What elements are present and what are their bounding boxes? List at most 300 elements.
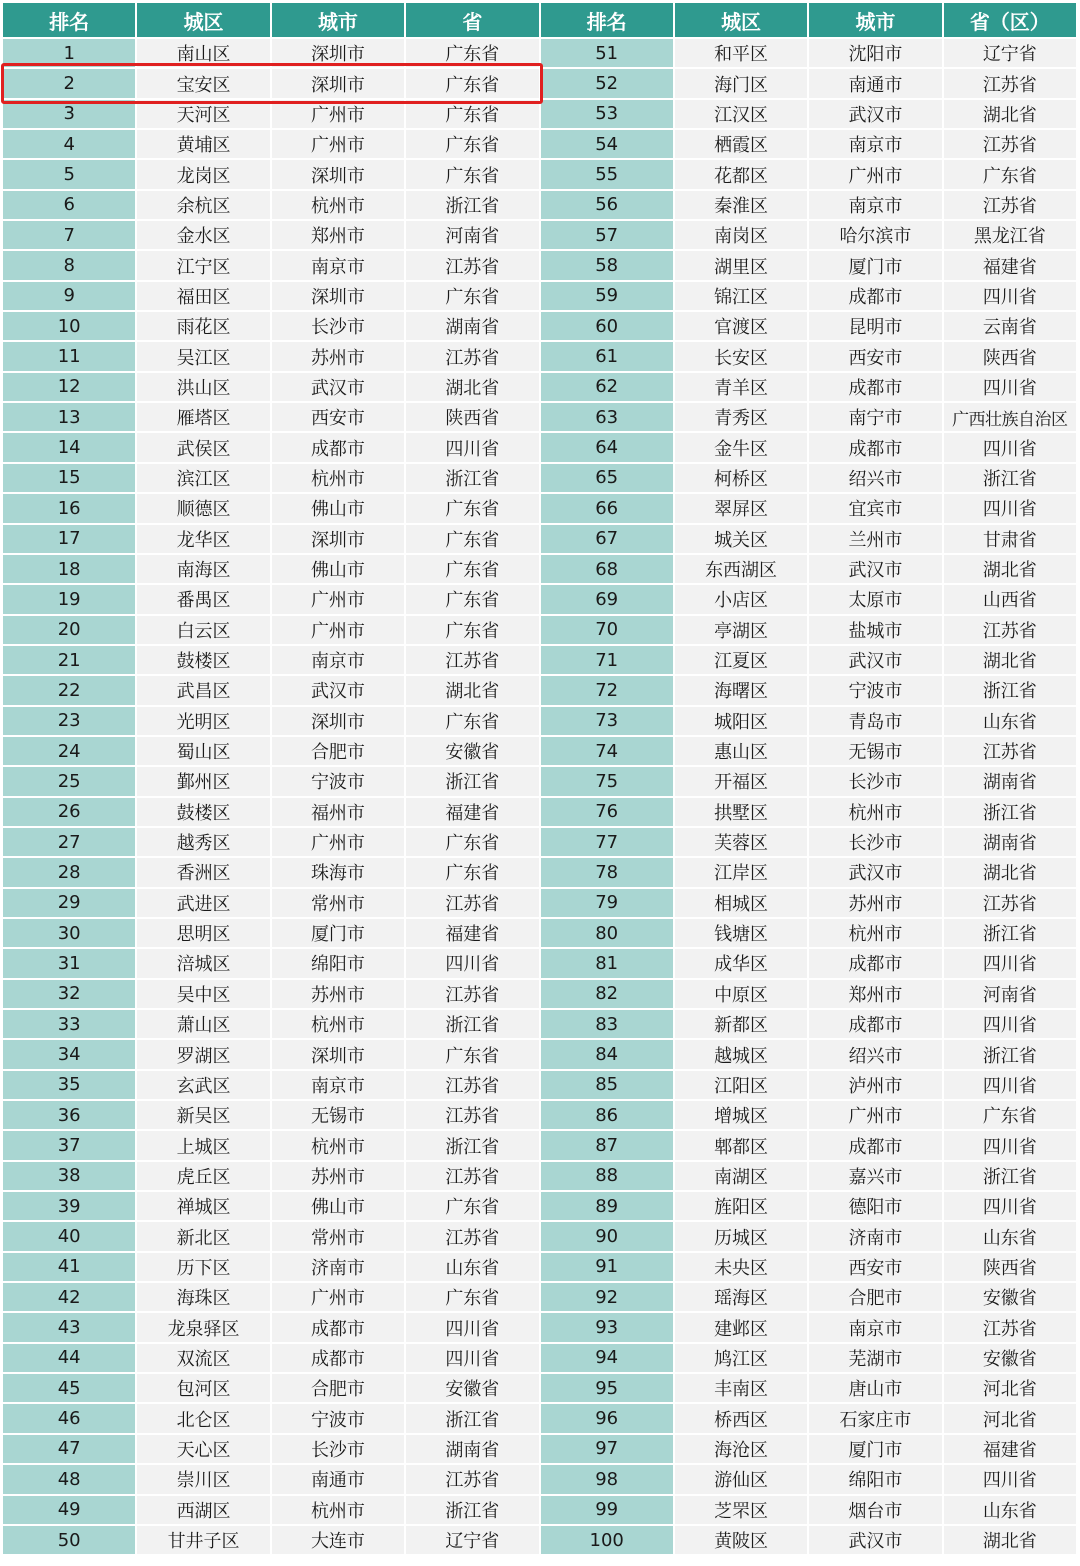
table-row (3, 980, 1076, 1008)
cell-rank-right: 69 (541, 585, 673, 613)
cell-district-left: 武侯区 (137, 433, 269, 461)
table-row (3, 1222, 1076, 1250)
cell-district-right: 花都区 (675, 160, 807, 188)
cell-rank-right: 57 (541, 221, 673, 249)
table-row (3, 646, 1076, 674)
cell-province-right: 陕西省 (944, 1253, 1076, 1281)
cell-province-left: 四川省 (406, 433, 538, 461)
cell-district-right: 海曙区 (675, 676, 807, 704)
cell-city-right: 苏州市 (809, 889, 941, 917)
cell-city-right: 绍兴市 (809, 464, 941, 492)
cell-city-right: 绵阳市 (809, 1465, 941, 1493)
cell-district-left: 金水区 (137, 221, 269, 249)
cell-district-left: 光明区 (137, 707, 269, 735)
cell-city-left: 深圳市 (272, 525, 404, 553)
cell-province-right: 湖北省 (944, 646, 1076, 674)
table-row (3, 707, 1076, 735)
cell-district-left: 雁塔区 (137, 403, 269, 431)
cell-province-right: 江苏省 (944, 889, 1076, 917)
cell-rank-left: 31 (3, 949, 135, 977)
cell-province-left: 广东省 (406, 39, 538, 67)
cell-district-right: 增城区 (675, 1101, 807, 1129)
cell-city-right: 盐城市 (809, 616, 941, 644)
table-row (3, 1071, 1076, 1099)
table-row (3, 1465, 1076, 1493)
cell-province-right: 浙江省 (944, 1040, 1076, 1068)
cell-district-left: 鄞州区 (137, 767, 269, 795)
cell-district-right: 成华区 (675, 949, 807, 977)
cell-district-left: 思明区 (137, 919, 269, 947)
cell-district-right: 拱墅区 (675, 798, 807, 826)
cell-province-left: 江苏省 (406, 889, 538, 917)
cell-city-left: 杭州市 (272, 1010, 404, 1038)
cell-province-right: 四川省 (944, 1131, 1076, 1159)
cell-district-right: 青秀区 (675, 403, 807, 431)
cell-city-left: 武汉市 (272, 676, 404, 704)
table-row (3, 312, 1076, 340)
cell-province-left: 浙江省 (406, 191, 538, 219)
cell-rank-left: 37 (3, 1131, 135, 1159)
cell-rank-right: 97 (541, 1435, 673, 1463)
header-row (3, 3, 1076, 37)
cell-city-right: 西安市 (809, 1253, 941, 1281)
cell-district-left: 龙华区 (137, 525, 269, 553)
cell-district-right: 金牛区 (675, 433, 807, 461)
cell-city-right: 成都市 (809, 1010, 941, 1038)
cell-rank-left: 6 (3, 191, 135, 219)
cell-rank-left: 22 (3, 676, 135, 704)
cell-city-right: 无锡市 (809, 737, 941, 765)
cell-province-left: 广东省 (406, 160, 538, 188)
cell-rank-right: 74 (541, 737, 673, 765)
cell-rank-left: 26 (3, 798, 135, 826)
cell-city-right: 武汉市 (809, 858, 941, 886)
cell-city-left: 武汉市 (272, 373, 404, 401)
cell-district-right: 郫都区 (675, 1131, 807, 1159)
cell-province-right: 四川省 (944, 373, 1076, 401)
cell-district-left: 番禺区 (137, 585, 269, 613)
cell-city-right: 广州市 (809, 1101, 941, 1129)
cell-city-right: 南宁市 (809, 403, 941, 431)
cell-rank-left: 34 (3, 1040, 135, 1068)
cell-district-right: 新都区 (675, 1010, 807, 1038)
cell-city-left: 广州市 (272, 100, 404, 128)
cell-rank-right: 93 (541, 1313, 673, 1341)
cell-rank-left: 43 (3, 1313, 135, 1341)
table-row (3, 1283, 1076, 1311)
cell-district-left: 北仑区 (137, 1404, 269, 1432)
cell-rank-left: 10 (3, 312, 135, 340)
cell-district-right: 长安区 (675, 342, 807, 370)
cell-province-left: 江苏省 (406, 251, 538, 279)
cell-rank-right: 60 (541, 312, 673, 340)
cell-province-left: 福建省 (406, 919, 538, 947)
cell-province-left: 福建省 (406, 798, 538, 826)
table-row (3, 373, 1076, 401)
cell-rank-left: 32 (3, 980, 135, 1008)
table-row (3, 251, 1076, 279)
cell-city-left: 广州市 (272, 616, 404, 644)
table-row (3, 525, 1076, 553)
ranking-table (1, 1, 1078, 1556)
cell-rank-left: 7 (3, 221, 135, 249)
cell-province-left: 广东省 (406, 69, 538, 97)
cell-rank-left: 42 (3, 1283, 135, 1311)
cell-rank-left: 28 (3, 858, 135, 886)
cell-province-right: 山东省 (944, 1496, 1076, 1524)
cell-rank-left: 29 (3, 889, 135, 917)
table-row (3, 1192, 1076, 1220)
cell-province-right: 江苏省 (944, 616, 1076, 644)
cell-rank-left: 38 (3, 1162, 135, 1190)
cell-rank-right: 61 (541, 342, 673, 370)
cell-province-right: 河北省 (944, 1374, 1076, 1402)
cell-province-left: 陕西省 (406, 403, 538, 431)
cell-city-right: 石家庄市 (809, 1404, 941, 1432)
cell-rank-right: 91 (541, 1253, 673, 1281)
cell-province-right: 湖北省 (944, 1526, 1076, 1554)
cell-rank-left: 11 (3, 342, 135, 370)
cell-rank-right: 96 (541, 1404, 673, 1432)
cell-rank-right: 89 (541, 1192, 673, 1220)
cell-province-right: 四川省 (944, 494, 1076, 522)
cell-city-left: 无锡市 (272, 1101, 404, 1129)
cell-city-left: 深圳市 (272, 160, 404, 188)
cell-province-right: 江苏省 (944, 191, 1076, 219)
cell-city-right: 成都市 (809, 373, 941, 401)
cell-city-right: 杭州市 (809, 798, 941, 826)
cell-rank-right: 78 (541, 858, 673, 886)
cell-district-left: 江宁区 (137, 251, 269, 279)
cell-province-right: 河北省 (944, 1404, 1076, 1432)
cell-rank-right: 72 (541, 676, 673, 704)
cell-city-right: 烟台市 (809, 1496, 941, 1524)
cell-rank-right: 71 (541, 646, 673, 674)
cell-rank-right: 92 (541, 1283, 673, 1311)
cell-city-right: 嘉兴市 (809, 1162, 941, 1190)
cell-rank-right: 83 (541, 1010, 673, 1038)
cell-rank-left: 3 (3, 100, 135, 128)
cell-province-left: 浙江省 (406, 1404, 538, 1432)
cell-rank-right: 85 (541, 1071, 673, 1099)
cell-province-left: 湖北省 (406, 373, 538, 401)
cell-rank-right: 73 (541, 707, 673, 735)
cell-province-left: 广东省 (406, 1040, 538, 1068)
cell-rank-left: 12 (3, 373, 135, 401)
cell-city-left: 宁波市 (272, 767, 404, 795)
cell-rank-left: 44 (3, 1344, 135, 1372)
table-row (3, 676, 1076, 704)
table-row (3, 1404, 1076, 1432)
table-row (3, 433, 1076, 461)
cell-rank-right: 79 (541, 889, 673, 917)
cell-province-left: 江苏省 (406, 1071, 538, 1099)
table-row (3, 949, 1076, 977)
cell-district-right: 亭湖区 (675, 616, 807, 644)
cell-province-right: 广东省 (944, 1101, 1076, 1129)
cell-city-left: 常州市 (272, 889, 404, 917)
cell-city-right: 绍兴市 (809, 1040, 941, 1068)
table-row (3, 1313, 1076, 1341)
cell-district-left: 南海区 (137, 555, 269, 583)
cell-city-right: 南京市 (809, 191, 941, 219)
table-row (3, 828, 1076, 856)
table-row (3, 1101, 1076, 1129)
cell-district-left: 白云区 (137, 616, 269, 644)
cell-province-left: 四川省 (406, 1344, 538, 1372)
cell-city-right: 长沙市 (809, 828, 941, 856)
cell-city-left: 济南市 (272, 1253, 404, 1281)
cell-city-right: 济南市 (809, 1222, 941, 1250)
cell-province-left: 江苏省 (406, 646, 538, 674)
cell-province-right: 湖南省 (944, 767, 1076, 795)
cell-rank-left: 48 (3, 1465, 135, 1493)
cell-province-left: 浙江省 (406, 767, 538, 795)
cell-city-left: 广州市 (272, 1283, 404, 1311)
cell-rank-right: 52 (541, 69, 673, 97)
cell-district-right: 江汉区 (675, 100, 807, 128)
cell-district-left: 崇川区 (137, 1465, 269, 1493)
cell-province-right: 云南省 (944, 312, 1076, 340)
cell-province-left: 浙江省 (406, 464, 538, 492)
cell-city-right: 成都市 (809, 282, 941, 310)
cell-rank-left: 2 (3, 69, 135, 97)
cell-rank-right: 66 (541, 494, 673, 522)
cell-rank-right: 98 (541, 1465, 673, 1493)
cell-city-left: 南京市 (272, 646, 404, 674)
cell-city-right: 南京市 (809, 1313, 941, 1341)
cell-province-left: 广东省 (406, 1283, 538, 1311)
cell-city-left: 苏州市 (272, 980, 404, 1008)
cell-rank-left: 39 (3, 1192, 135, 1220)
cell-district-right: 青羊区 (675, 373, 807, 401)
cell-district-left: 滨江区 (137, 464, 269, 492)
cell-city-left: 成都市 (272, 1313, 404, 1341)
cell-province-left: 辽宁省 (406, 1526, 538, 1554)
cell-district-left: 南山区 (137, 39, 269, 67)
cell-province-right: 浙江省 (944, 919, 1076, 947)
cell-rank-left: 1 (3, 39, 135, 67)
cell-rank-left: 47 (3, 1435, 135, 1463)
cell-province-left: 江苏省 (406, 1101, 538, 1129)
cell-province-left: 湖北省 (406, 676, 538, 704)
cell-district-left: 武昌区 (137, 676, 269, 704)
cell-district-left: 天河区 (137, 100, 269, 128)
cell-rank-right: 80 (541, 919, 673, 947)
cell-rank-right: 75 (541, 767, 673, 795)
table-row (3, 1496, 1076, 1524)
cell-district-left: 涪城区 (137, 949, 269, 977)
table-row (3, 494, 1076, 522)
cell-district-right: 和平区 (675, 39, 807, 67)
cell-city-left: 广州市 (272, 130, 404, 158)
header-city-right: 城市 (809, 3, 941, 37)
cell-city-left: 佛山市 (272, 1192, 404, 1220)
header-district-right: 城区 (675, 3, 807, 37)
cell-city-right: 西安市 (809, 342, 941, 370)
cell-city-right: 武汉市 (809, 555, 941, 583)
table-row (3, 616, 1076, 644)
cell-city-left: 广州市 (272, 828, 404, 856)
cell-province-left: 广东省 (406, 525, 538, 553)
cell-rank-right: 64 (541, 433, 673, 461)
cell-province-left: 广东省 (406, 707, 538, 735)
cell-province-right: 江苏省 (944, 130, 1076, 158)
cell-rank-left: 25 (3, 767, 135, 795)
cell-rank-right: 56 (541, 191, 673, 219)
table-row (3, 403, 1076, 431)
table-row (3, 555, 1076, 583)
cell-city-right: 芜湖市 (809, 1344, 941, 1372)
cell-rank-right: 63 (541, 403, 673, 431)
table-row (3, 1040, 1076, 1068)
cell-district-left: 上城区 (137, 1131, 269, 1159)
cell-district-right: 翠屏区 (675, 494, 807, 522)
cell-district-left: 玄武区 (137, 1071, 269, 1099)
table-row (3, 798, 1076, 826)
cell-district-left: 历下区 (137, 1253, 269, 1281)
cell-district-right: 江岸区 (675, 858, 807, 886)
cell-province-right: 福建省 (944, 251, 1076, 279)
cell-rank-left: 30 (3, 919, 135, 947)
cell-rank-right: 99 (541, 1496, 673, 1524)
cell-rank-left: 36 (3, 1101, 135, 1129)
cell-city-left: 南通市 (272, 1465, 404, 1493)
cell-district-left: 香洲区 (137, 858, 269, 886)
cell-district-right: 湖里区 (675, 251, 807, 279)
table-row (3, 221, 1076, 249)
table-row (3, 1344, 1076, 1372)
cell-district-right: 栖霞区 (675, 130, 807, 158)
cell-province-left: 浙江省 (406, 1496, 538, 1524)
cell-province-right: 辽宁省 (944, 39, 1076, 67)
cell-city-left: 福州市 (272, 798, 404, 826)
cell-province-left: 江苏省 (406, 1162, 538, 1190)
cell-rank-right: 84 (541, 1040, 673, 1068)
cell-city-right: 青岛市 (809, 707, 941, 735)
cell-rank-right: 87 (541, 1131, 673, 1159)
cell-province-right: 江苏省 (944, 69, 1076, 97)
cell-rank-left: 16 (3, 494, 135, 522)
cell-district-left: 包河区 (137, 1374, 269, 1402)
cell-district-left: 鼓楼区 (137, 646, 269, 674)
cell-city-left: 佛山市 (272, 555, 404, 583)
cell-province-right: 浙江省 (944, 1162, 1076, 1190)
cell-district-left: 顺德区 (137, 494, 269, 522)
table-row (3, 1374, 1076, 1402)
cell-rank-left: 21 (3, 646, 135, 674)
cell-city-left: 广州市 (272, 585, 404, 613)
cell-rank-left: 15 (3, 464, 135, 492)
table-row (3, 69, 1076, 97)
cell-district-left: 甘井子区 (137, 1526, 269, 1554)
table-row (3, 282, 1076, 310)
cell-province-right: 福建省 (944, 1435, 1076, 1463)
cell-district-right: 中原区 (675, 980, 807, 1008)
cell-city-left: 杭州市 (272, 1131, 404, 1159)
cell-district-right: 丰南区 (675, 1374, 807, 1402)
cell-city-left: 南京市 (272, 1071, 404, 1099)
cell-rank-left: 50 (3, 1526, 135, 1554)
cell-rank-right: 68 (541, 555, 673, 583)
cell-province-right: 江苏省 (944, 737, 1076, 765)
table-row (3, 1010, 1076, 1038)
cell-rank-right: 54 (541, 130, 673, 158)
cell-district-right: 芝罘区 (675, 1496, 807, 1524)
cell-province-left: 安徽省 (406, 1374, 538, 1402)
cell-city-left: 深圳市 (272, 282, 404, 310)
cell-district-left: 龙泉驿区 (137, 1313, 269, 1341)
cell-district-left: 洪山区 (137, 373, 269, 401)
cell-rank-left: 45 (3, 1374, 135, 1402)
cell-rank-left: 41 (3, 1253, 135, 1281)
cell-city-left: 厦门市 (272, 919, 404, 947)
cell-city-right: 广州市 (809, 160, 941, 188)
cell-province-left: 河南省 (406, 221, 538, 249)
cell-city-left: 长沙市 (272, 312, 404, 340)
cell-rank-right: 62 (541, 373, 673, 401)
cell-city-left: 长沙市 (272, 1435, 404, 1463)
cell-rank-left: 17 (3, 525, 135, 553)
cell-rank-right: 51 (541, 39, 673, 67)
table-row (3, 191, 1076, 219)
table-row (3, 160, 1076, 188)
cell-city-right: 南通市 (809, 69, 941, 97)
cell-city-left: 深圳市 (272, 707, 404, 735)
cell-province-right: 湖北省 (944, 858, 1076, 886)
cell-province-right: 广东省 (944, 160, 1076, 188)
cell-district-right: 城阳区 (675, 707, 807, 735)
cell-province-left: 广东省 (406, 828, 538, 856)
cell-rank-left: 27 (3, 828, 135, 856)
cell-province-right: 山东省 (944, 707, 1076, 735)
cell-city-right: 成都市 (809, 1131, 941, 1159)
cell-province-right: 河南省 (944, 980, 1076, 1008)
cell-province-left: 广东省 (406, 130, 538, 158)
cell-rank-left: 20 (3, 616, 135, 644)
cell-province-right: 浙江省 (944, 464, 1076, 492)
cell-district-right: 黄陂区 (675, 1526, 807, 1554)
table-row (3, 1131, 1076, 1159)
cell-rank-left: 46 (3, 1404, 135, 1432)
cell-rank-left: 33 (3, 1010, 135, 1038)
table-row (3, 39, 1076, 67)
cell-district-right: 钱塘区 (675, 919, 807, 947)
cell-city-right: 哈尔滨市 (809, 221, 941, 249)
cell-city-left: 深圳市 (272, 69, 404, 97)
cell-rank-right: 90 (541, 1222, 673, 1250)
cell-rank-left: 18 (3, 555, 135, 583)
cell-district-right: 锦江区 (675, 282, 807, 310)
table-row (3, 1526, 1076, 1554)
cell-city-left: 佛山市 (272, 494, 404, 522)
cell-rank-left: 24 (3, 737, 135, 765)
cell-rank-left: 5 (3, 160, 135, 188)
cell-district-right: 南岗区 (675, 221, 807, 249)
cell-district-left: 宝安区 (137, 69, 269, 97)
cell-district-left: 蜀山区 (137, 737, 269, 765)
cell-city-left: 合肥市 (272, 737, 404, 765)
cell-city-right: 昆明市 (809, 312, 941, 340)
table-row (3, 130, 1076, 158)
cell-province-left: 江苏省 (406, 342, 538, 370)
cell-city-left: 郑州市 (272, 221, 404, 249)
cell-province-right: 四川省 (944, 1010, 1076, 1038)
table-row (3, 1435, 1076, 1463)
table-row (3, 1253, 1076, 1281)
cell-city-left: 深圳市 (272, 39, 404, 67)
cell-province-left: 广东省 (406, 1192, 538, 1220)
